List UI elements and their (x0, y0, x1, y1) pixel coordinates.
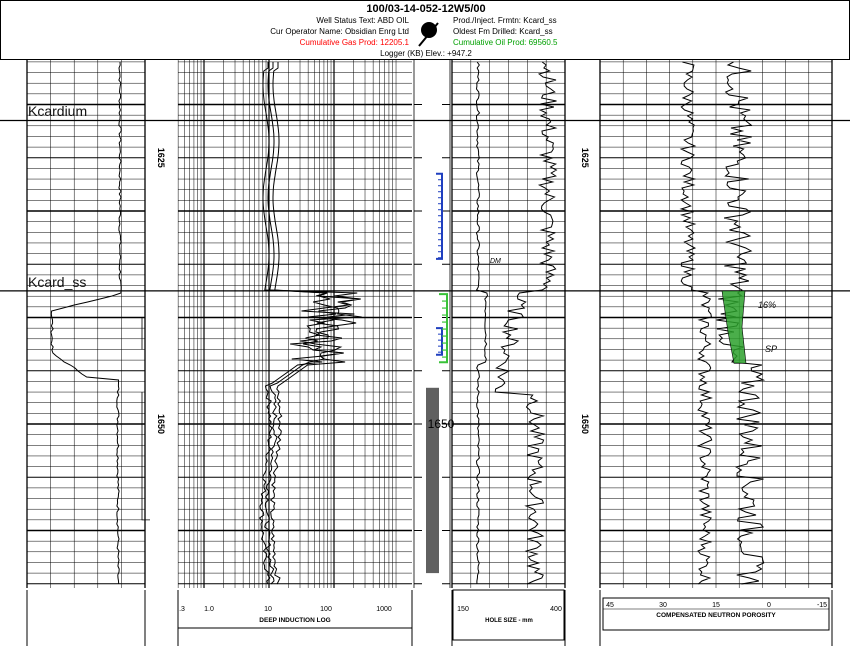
hole-size-footer-box (453, 590, 564, 640)
prod-formation: Prod./Inject. Frmtn: Kcard_ss (453, 16, 557, 25)
induction-scale-label: 1.0 (204, 606, 214, 613)
neutron-scale-label: 0 (767, 602, 771, 609)
neutron-footer-label: COMPENSATED NEUTRON POROSITY (656, 612, 776, 619)
neutron-scale-label: 15 (712, 602, 720, 609)
center-depth-label: 1650 (427, 417, 455, 431)
track3-depth-label: 1625 (580, 147, 590, 168)
annotation-sp: SP (765, 344, 778, 354)
track1-depth-label: 1650 (156, 413, 166, 435)
formation-top-kcard-ss: Kcard_ss (28, 273, 87, 290)
hole-size-curve (495, 62, 556, 584)
log-curves (51, 62, 764, 584)
resistivity-curve (271, 62, 362, 584)
formation-top-kcardium: Kcardium (28, 103, 88, 120)
sp-curve (51, 62, 121, 584)
gray-interval-bar (426, 388, 439, 573)
cumulative-gas-prod: Cumulative Gas Prod: 12205.1 (299, 38, 409, 47)
log-markers (142, 174, 746, 573)
induction-scale-label: 100 (320, 606, 332, 613)
induction-footer-label: DEEP INDUCTION LOG (259, 617, 331, 624)
perforation-interval (436, 328, 442, 355)
annotation-dm: DM (490, 258, 501, 265)
track3-depth-label: 1650 (580, 413, 590, 435)
well-status-text: Well Status Text: ABD OIL (316, 16, 409, 25)
induction-scale-label: 10 (264, 606, 272, 613)
neutron-scale-label: 45 (606, 602, 614, 609)
log-text (156, 148, 827, 624)
neutron-scale-label: 30 (659, 602, 667, 609)
hole-size-footer-label: HOLE SIZE - mm (485, 618, 533, 624)
hole-size-scale-label: 400 (550, 606, 562, 613)
induction-scale-label: 1000 (376, 606, 392, 613)
porous-zone-shading (722, 291, 746, 363)
hole-size-scale-label: 150 (457, 606, 469, 613)
well-uwi-title: 100/03-14-052-12W5/00 (366, 3, 486, 15)
resistivity-curve (260, 62, 360, 584)
neutron-scale-label: -15 (816, 602, 828, 609)
logger-elevation: Logger (KB) Elev.: +947.2 (380, 49, 472, 58)
log-grid (0, 60, 850, 646)
neutron-curve (681, 62, 712, 584)
induction-scale-label: .3 (179, 606, 185, 613)
track1-depth-label: 1625 (156, 147, 166, 168)
operator-name: Cur Operator Name: Obsidian Enrg Ltd (270, 27, 409, 36)
oldest-formation: Oldest Fm Drilled: Kcard_ss (453, 27, 553, 36)
cumulative-oil-prod: Cumulative Oil Prod: 69560.5 (453, 38, 558, 47)
annotation-porosity: 16% (758, 300, 777, 310)
caliper-curve (477, 62, 488, 584)
